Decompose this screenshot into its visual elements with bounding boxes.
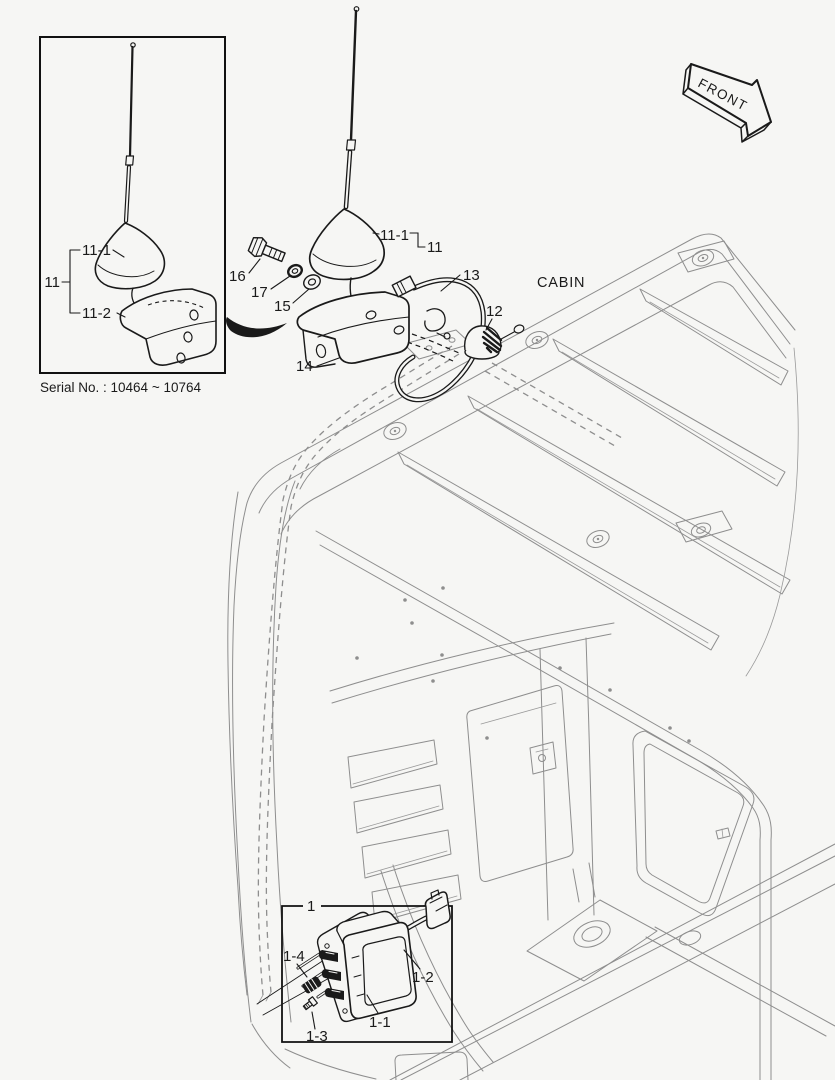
callout-15: 15 bbox=[274, 298, 291, 315]
screw-1-3 bbox=[302, 997, 317, 1011]
callout-14: 14 bbox=[296, 358, 313, 375]
callout-11-inset: 11 bbox=[44, 274, 60, 291]
callout-11-main: 11 bbox=[427, 239, 443, 256]
rear-panel-door bbox=[467, 686, 573, 882]
serial-inset bbox=[40, 37, 225, 395]
radio-inset bbox=[257, 890, 452, 1045]
serial-note: Serial No. : 10464 ~ 10764 bbox=[40, 380, 201, 395]
callout-16: 16 bbox=[229, 268, 246, 285]
detail-reference-arrow bbox=[226, 317, 287, 337]
grommet-12 bbox=[465, 326, 501, 359]
callout-11-1-main: 11-1 bbox=[380, 227, 409, 244]
callout-11-2-inset: 11-2 bbox=[82, 305, 111, 322]
cabin-label: CABIN bbox=[537, 275, 586, 291]
callout-1-4: 1-4 bbox=[283, 948, 305, 965]
callout-12: 12 bbox=[486, 303, 503, 320]
callout-1-3: 1-3 bbox=[306, 1028, 328, 1045]
front-arrow bbox=[683, 64, 771, 142]
antenna-main bbox=[310, 7, 384, 313]
antenna-inset bbox=[95, 43, 216, 365]
callout-17: 17 bbox=[251, 284, 268, 301]
front-label: FRONT bbox=[695, 75, 751, 115]
callout-13: 13 bbox=[463, 267, 480, 284]
main-assembly bbox=[226, 7, 585, 400]
connector-1-2 bbox=[425, 890, 450, 929]
callout-1-1: 1-1 bbox=[369, 1014, 391, 1031]
bolt-16 bbox=[247, 235, 287, 267]
roof-ribs bbox=[398, 289, 790, 650]
callout-11-1-inset: 11-1 bbox=[82, 242, 111, 259]
bracket-14 bbox=[297, 292, 409, 367]
callout-1: 1 bbox=[307, 898, 316, 915]
callout-1-2: 1-2 bbox=[412, 969, 434, 986]
rear-window-frame bbox=[633, 731, 754, 916]
rivet-dots bbox=[355, 586, 691, 743]
